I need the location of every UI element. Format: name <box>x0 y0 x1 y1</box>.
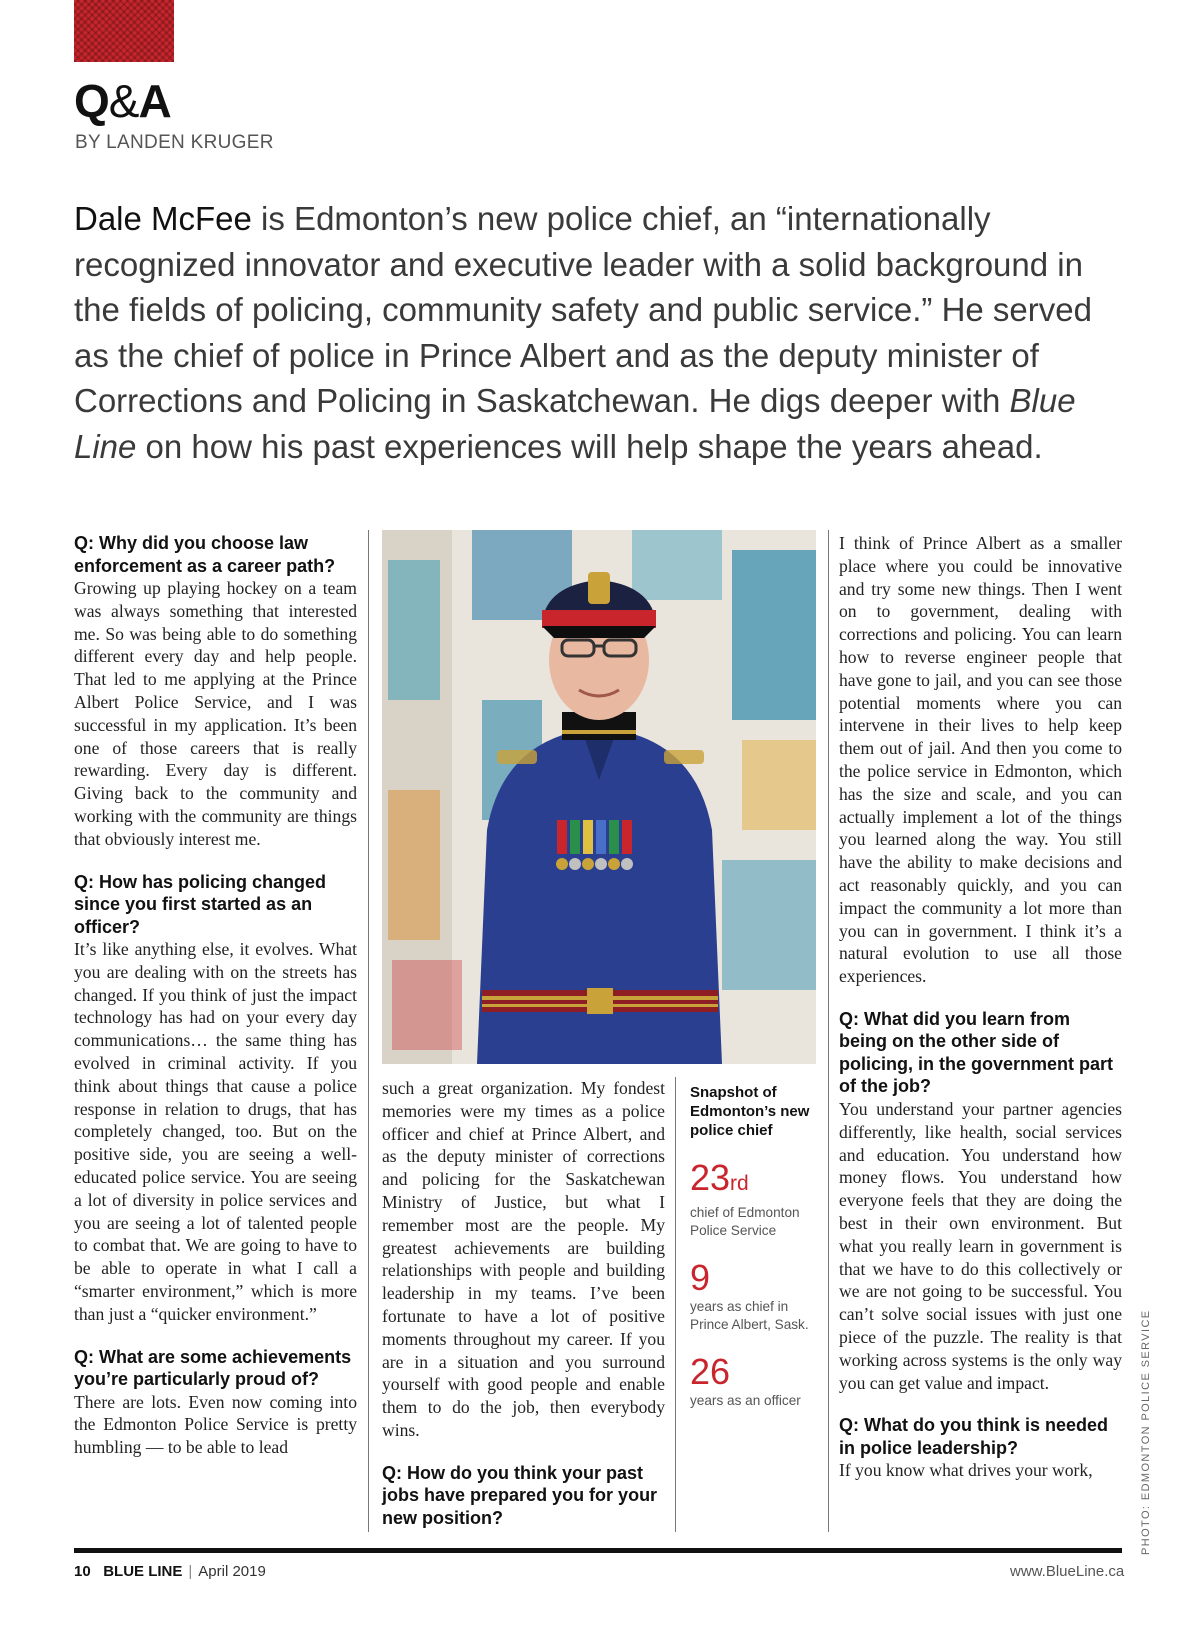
question-heading: Q: Why did you choose law enforcement as a career path? <box>74 533 336 576</box>
footer-rule <box>74 1548 1122 1553</box>
page-number: 10 <box>74 1563 91 1580</box>
question-heading: Q: What are some achievements you’re particularly proud of? <box>74 1346 352 1390</box>
question-heading: Q: What do you think is needed in police leadership? <box>839 1415 1109 1458</box>
sidebar-title: Snapshot of Edmonton’s new police chief <box>690 1084 810 1139</box>
issue-date: April 2019 <box>198 1563 266 1580</box>
article-column-2 <box>382 1077 665 1529</box>
stat-label: chief of Edmonton Police Service <box>690 1205 800 1238</box>
question-heading: Q: How do you think your past jobs have prepared you for your new position? <box>382 1462 658 1528</box>
column-divider <box>368 530 369 1532</box>
stat-number: 23rd <box>690 1157 749 1198</box>
column-divider <box>675 1077 676 1532</box>
article-column-1 <box>74 532 357 1459</box>
question-heading: Q: What did you learn from being on the other side of policing, in the government part of the job? <box>839 1008 1114 1097</box>
stat-item <box>690 1258 820 1334</box>
byline: BY LANDEN KRUGER <box>75 132 274 153</box>
article-column-3 <box>839 532 1122 1482</box>
portrait-photo <box>382 530 816 1064</box>
answer-text: such a great organization. My fondest memories were my times as a police officer and chief at Prince Albert, and as the deputy minister of corrections and policing for the Saskatchewan Ministry of Justice, but what I remember most are the people. My greatest achievements are building relationships with people and building leadership in my teams. I’ve been fortunate to have a lot of positive moments throughout my career. If you are in a situation and you surround yourself with good people and enable them to do the job, then everybody wins. <box>382 1078 665 1440</box>
intro-paragraph: Dale McFee is Edmonton’s new police chief, an “internationally recognized innovator and executive leader with a solid background in the fields of policing, community safety and public service.” He served as the chief of police in Prince Albert and as the deputy minister of Corrections and Policing in Saskatchewan. He digs deeper with Blue Line on how his past experiences will help shape the years ahead. <box>74 200 1092 465</box>
footer-left: 10 BLUE LINE | April 2019 <box>74 1563 266 1580</box>
section-title: Q&A <box>74 75 171 127</box>
answer-text: I think of Prince Albert as a smaller place where you could be innovative and try some new things. Then I went on to government, dealing with corrections and policing. You can learn how to reverse engineer people that have gone to jail, and you can see those potential moments where you can intervene in their lives to help keep them out of jail. And then you come to the police service in Edmonton, which has the size and scale, and you can actually implement a lot of the things you learned along the way. You still have the ability to make decisions and act reasonably quickly, and you can impact the community a lot more than you can in government. I think it’s a natural evolution to use all those experiences. <box>839 533 1122 987</box>
stat-label: years as chief in Prince Albert, Sask. <box>690 1299 809 1332</box>
answer-text: There are lots. Even now coming into the Edmonton Police Service is pretty humbling — to be able to lead <box>74 1391 357 1458</box>
question-heading: Q: How has policing changed since you first started as an officer? <box>74 871 327 937</box>
answer-text: You understand your partner agencies differently, like health, social services and education. You understand how money flows. You understand how everyone feels that they are doing the best in their own environment. But what you really learn in government is that we have to do this collectively or we are not going to be successful. You can’t solve social issues with just one piece of the puzzle. The reality is that working across systems is the only way you can get value and impact. <box>839 1098 1122 1393</box>
answer-text: Growing up playing hockey on a team was always something that interested me. So was being able to do something different every day and help people. That led to me applying at the Prince Albert Police Service, and I was successful in my application. It’s been one of those careers that is really rewarding. Every day is different. Giving back to the community and working with the community are things that obviously interest me. <box>74 578 357 849</box>
stat-number: 9 <box>690 1257 711 1298</box>
snapshot-sidebar <box>690 1083 820 1410</box>
stat-number: 26 <box>690 1351 731 1392</box>
column-divider <box>828 530 829 1532</box>
intro-name: Dale McFee <box>74 200 252 237</box>
stat-item <box>690 1352 820 1410</box>
publication-name: Blue Line <box>74 382 1076 465</box>
answer-text: It’s like anything else, it evolves. What you are dealing with on the streets has changed. If you think of just the impact technology has had on your every day communications… the same thing has evolved in criminal activity. If you think about things that cause a police response in relation to drugs, that has completely changed, too. But on the positive side, you are seeing a well-educated police service. You are seeing a lot of diversity in police services and you are seeing a lot of talented people to combat that. We are going to have to be able to operate in what I call a “smarter environment,” which is more than just a “quicker environment.” <box>74 939 357 1324</box>
photo-credit: PHOTO: EDMONTON POLICE SERVICE <box>1140 1309 1152 1555</box>
answer-text: If you know what drives your work, <box>839 1460 1093 1481</box>
stat-item <box>690 1158 820 1240</box>
section-color-block <box>74 0 174 62</box>
stat-label: years as an officer <box>690 1393 801 1408</box>
website-link[interactable]: www.BlueLine.ca <box>1010 1563 1125 1580</box>
magazine-name: BLUE LINE <box>103 1563 183 1580</box>
